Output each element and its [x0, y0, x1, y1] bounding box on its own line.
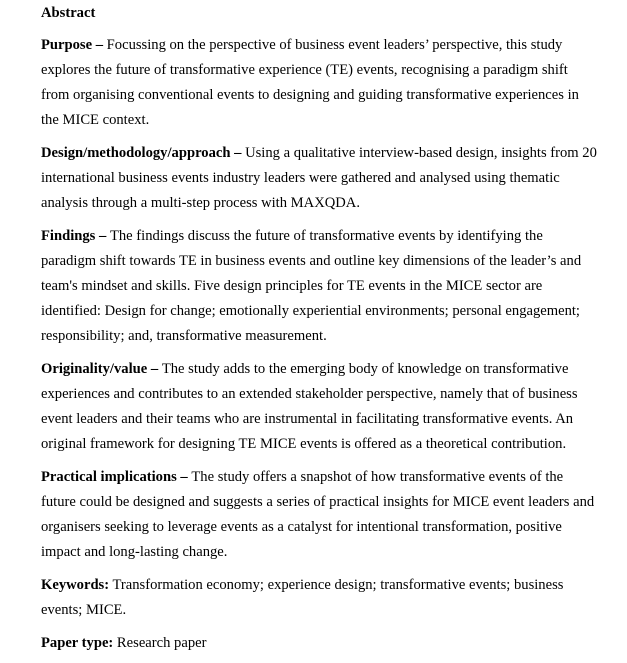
purpose-label: Purpose — [41, 37, 93, 53]
paper-type-paragraph — [41, 631, 597, 656]
originality-value-dash: – — [147, 361, 162, 377]
abstract-heading: Abstract — [41, 5, 96, 21]
purpose-dash: – — [92, 37, 107, 53]
design-methodology-paragraph — [41, 141, 597, 216]
practical-implications-text: The study offers a snapshot of how transformative events of the future could be designed and suggests a series of practical insights for MICE event leaders and organisers seeking to leverage events as a catalyst for intentional transformation, positive impact and long-lasting change. — [41, 469, 595, 560]
keywords-paragraph — [41, 573, 597, 623]
paper-type-label: Paper type: — [41, 635, 114, 651]
purpose-text: Focussing on the perspective of business event leaders’ perspective, this study explores the future of transformative experience (TE) events, recognising a paradigm shift from organising conventional events to designing and guiding transformative experiences in the MICE context. — [41, 37, 579, 128]
abstract-page — [41, 0, 597, 656]
keywords-label: Keywords: — [41, 577, 110, 593]
paper-type-text: Research paper — [113, 635, 207, 651]
originality-value-paragraph — [41, 357, 597, 457]
design-methodology-text: Using a qualitative interview-based design, insights from 20 international business events industry leaders were gathered and analysed using thematic analysis through a multi-step process with MAXQDA. — [41, 145, 597, 211]
findings-dash: – — [95, 228, 110, 244]
design-methodology-dash: – — [230, 145, 246, 161]
purpose-paragraph — [41, 33, 597, 133]
design-methodology-label: Design/methodology/approach — [41, 145, 231, 161]
findings-text: The findings discuss the future of transformative events by identifying the paradigm shift towards TE in business events and outline key dimensions of the leader’s and team's mindset and skills. Five design principles for TE events in the MICE sector are identified: Design for change; emotionally experiential environments; personal engagement; responsibility; and, transformative measurement. — [41, 228, 582, 344]
originality-value-label: Originality/value — [41, 361, 148, 377]
findings-paragraph — [41, 224, 597, 349]
findings-label: Findings — [41, 228, 96, 244]
practical-implications-paragraph — [41, 465, 597, 565]
practical-implications-label: Practical implications — [41, 469, 177, 485]
keywords-text: Transformation economy; experience design; transformative events; business events; MICE. — [41, 577, 564, 618]
originality-value-text: The study adds to the emerging body of knowledge on transformative experiences and contributes to an extended stakeholder perspective, namely that of business event leaders and their teams who are instrumental in facilitating transformative events. An original framework for designing TE MICE events is offered as a theoretical contribution. — [41, 361, 578, 452]
practical-implications-dash: – — [176, 469, 192, 485]
